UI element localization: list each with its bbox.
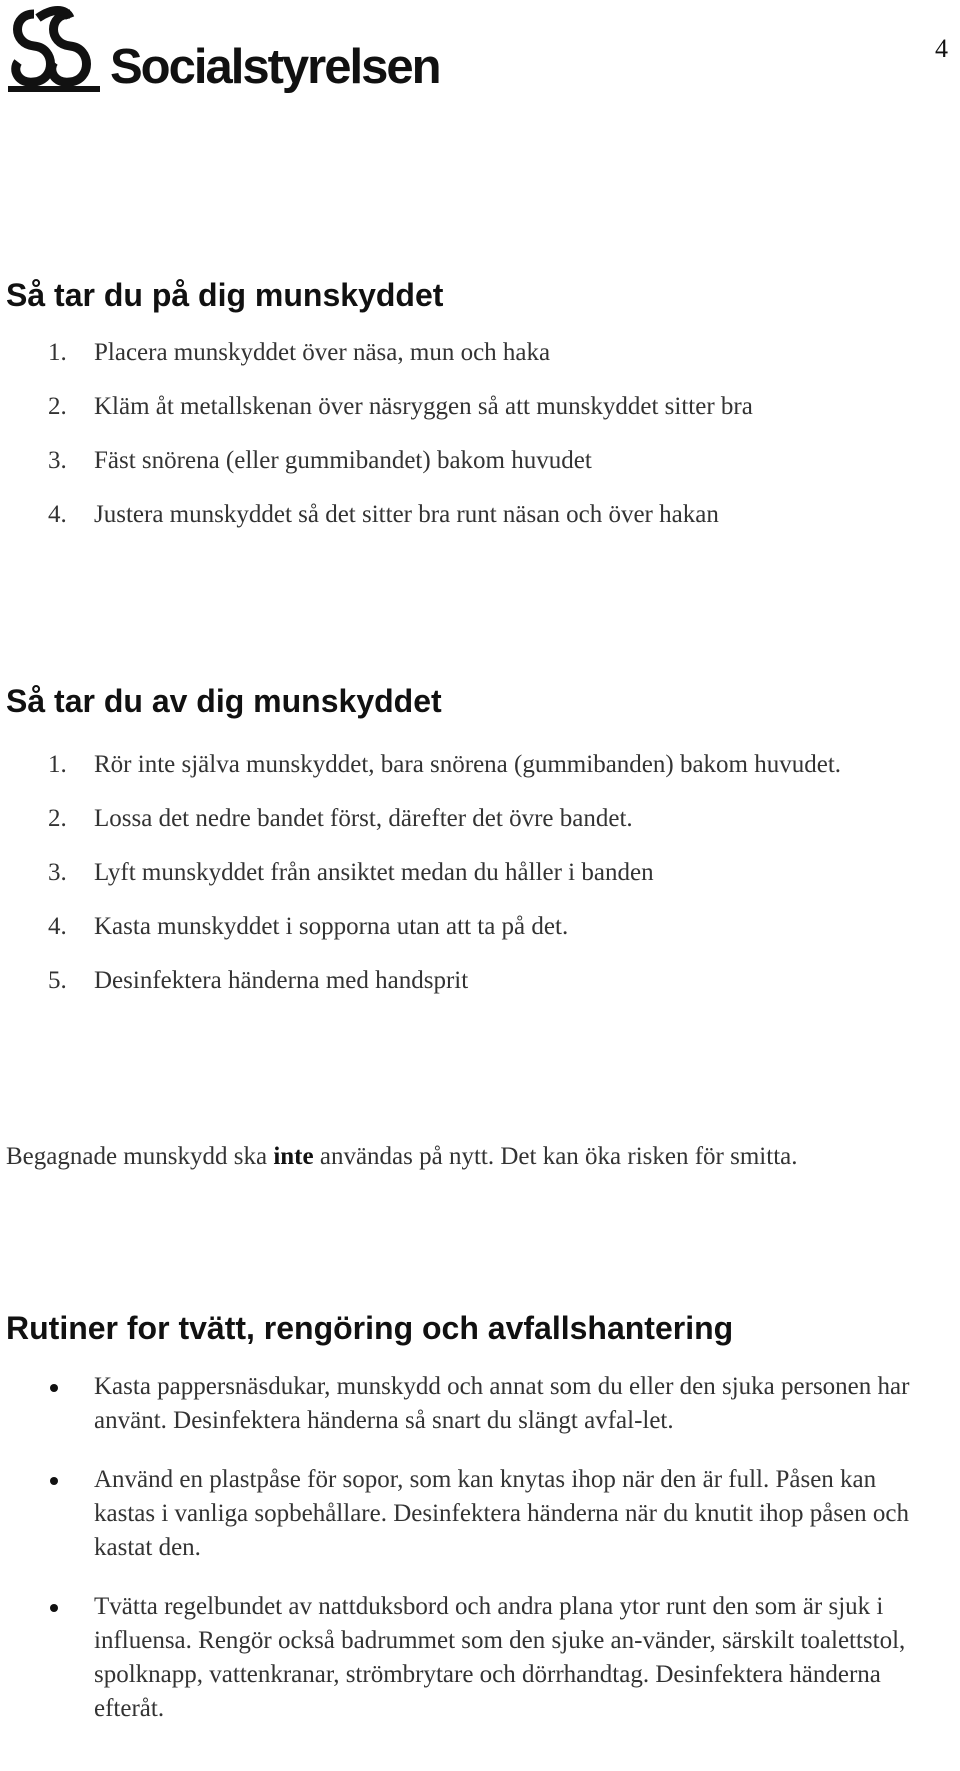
list-item: 1. Rör inte själva munskyddet, bara snörena (gummibanden) bakom huvudet. [48,751,842,778]
list-put-on [6,336,753,531]
list-item: 4. Kasta munskyddet i sopporna utan att ta på det. [48,913,569,940]
logo-wordmark: Socialstyrelsen [110,40,440,94]
heading-put-on: Så tar du på dig munskyddet [6,277,444,313]
list-take-off [6,748,906,997]
emphasis-inte: inte [273,1143,314,1170]
list-item: Använd en plastpåse för sopor, som kan knytas ihop när den är full. Påsen kan kastas i vanliga sopbehållare. Desinfektera händerna när du knutit ihop påsen och kastat den. [6,1463,936,1565]
knot-logo-icon [4,4,104,94]
list-item: 3. Fäst snörena (eller gummibandet) bakom huvudet [48,447,592,474]
list-item: Kasta pappersnäsdukar, munskydd och annat som du eller den sjuka personen har använt. Desinfektera händerna så snart du slängt avfal-let. [6,1370,936,1438]
socialstyrelsen-logo [4,4,440,94]
list-item: 2. Kläm åt metallskenan över näsryggen så att munskyddet sitter bra [48,393,753,420]
list-item: 1. Placera munskyddet över näsa, mun och haka [48,339,551,366]
list-routines [6,1370,936,1726]
page-header [0,0,960,110]
list-item: 2. Lossa det nedre bandet först, därefter det övre bandet. [48,805,633,832]
bullet-icon [50,1477,58,1485]
list-item: 3. Lyft munskyddet från ansiktet medan du håller i banden [48,859,654,886]
bullet-icon [50,1604,58,1612]
reuse-warning: Begagnade munskydd ska inte användas på nytt. Det kan öka risken för smitta. [6,1143,798,1170]
page-number: 4 [935,34,948,63]
heading-routines: Rutiner for tvätt, rengöring och avfallshantering [6,1310,734,1346]
list-item: Tvätta regelbundet av nattduksbord och andra plana ytor runt den som är sjuk i influensa. Rengör också badrummet som den sjuke an-vänder, särskilt toalettstol, spolknapp, vattenkranar, strömbrytare och dörrhandtag. Desinfektera händerna efteråt. [6,1590,936,1726]
bullet-icon [50,1384,58,1392]
list-item: 4. Justera munskyddet så det sitter bra runt näsan och över hakan [48,501,719,528]
list-item: 5. Desinfektera händerna med handsprit [48,967,469,994]
heading-take-off: Så tar du av dig munskyddet [6,683,442,719]
